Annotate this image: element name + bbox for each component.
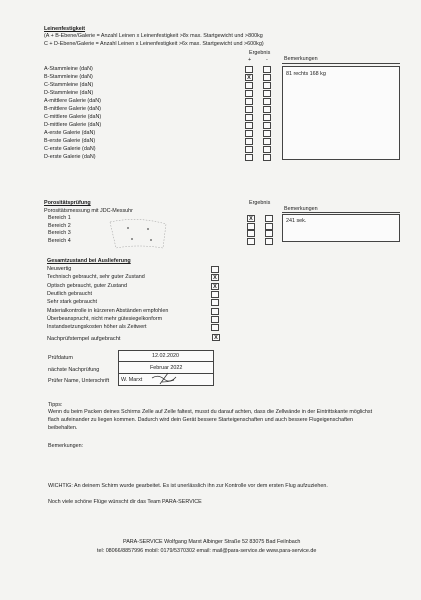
line-strength-plus-checkbox[interactable]	[245, 130, 253, 137]
condition-row-label: Instandsetzungskosten höher als Zeitwert	[47, 324, 147, 331]
porosity-row-label: Bereich 2	[48, 222, 71, 229]
porosity-remark-text: 241 sek.	[286, 218, 307, 224]
line-strength-minus-checkbox[interactable]	[263, 122, 271, 129]
line-strength-formula-ab: (A + B-Ebene/Galerie = Anzahl Leinen x Leinenfestigkeit >8x max. Startgewicht und >800kg	[44, 33, 263, 39]
condition-row-label: Neuwertig	[47, 266, 72, 272]
line-strength-minus-checkbox[interactable]	[263, 90, 271, 97]
line-strength-row-label: D-erste Galerie (daN)	[44, 154, 96, 160]
line-strength-plus-checkbox[interactable]	[245, 146, 253, 153]
line-strength-plus-checkbox[interactable]	[245, 66, 253, 73]
line-strength-minus-checkbox[interactable]	[263, 98, 271, 105]
warning-text: WICHTIG: An deinem Schirm wurde gearbeitet. Es ist unerlässlich ihn zur Kontrolle vor dem ersten Flug aufzuziehen.	[48, 483, 328, 489]
condition-title: Gesamtzustand bei Auslieferung	[47, 258, 131, 264]
remarks-underline	[282, 63, 400, 64]
next-inspection-label: nächste Nachprüfung	[48, 367, 100, 373]
line-strength-minus-checkbox[interactable]	[263, 146, 271, 153]
line-strength-minus-checkbox[interactable]	[263, 138, 271, 145]
porosity-plus-checkbox[interactable]	[247, 230, 255, 237]
line-strength-plus-checkbox[interactable]	[245, 122, 253, 129]
line-strength-plus-checkbox[interactable]	[245, 138, 253, 145]
condition-row-label: Technisch gebraucht, sehr guter Zustand	[47, 274, 145, 281]
inspection-date-label: Prüfdatum	[48, 355, 73, 361]
line-strength-plus-checkbox[interactable]	[245, 90, 253, 97]
condition-row-label: Optisch gebraucht, guter Zustand	[47, 282, 128, 289]
line-strength-row-label: A-Stammleine (daN)	[44, 66, 93, 72]
line-strength-plus-checkbox[interactable]	[245, 82, 253, 89]
condition-row-label: Sehr stark gebraucht	[47, 299, 98, 306]
porosity-minus-checkbox[interactable]	[265, 223, 273, 230]
line-strength-plus-checkbox[interactable]	[245, 98, 253, 105]
line-strength-row-label: D-mittlere Galerie (daN)	[44, 122, 102, 128]
line-strength-row-label: D-Stammleine (daN)	[44, 90, 94, 96]
tips-text-3: beibehalten.	[48, 425, 78, 431]
condition-row-label: Überbeansprucht, nicht mehr gütesiegelkonform	[47, 315, 163, 322]
porosity-plus-checkbox[interactable]	[247, 223, 255, 230]
line-strength-minus-checkbox[interactable]	[263, 82, 271, 89]
condition-checkbox[interactable]	[211, 316, 219, 323]
tips-title: Tipps:	[48, 402, 63, 408]
inspector-label: Prüfer Name, Unterschrift	[48, 378, 110, 384]
line-strength-minus-checkbox[interactable]	[263, 114, 271, 121]
minus-header: -	[266, 57, 268, 63]
farewell-text: Noch viele schöne Flüge wünscht dir das Team PARA-SERVICE	[48, 499, 202, 505]
footer-address: PARA-SERVICE Wolfgang Marxt Albinger Straße 52 83075 Bad Feilnbach	[123, 539, 301, 545]
line-strength-row-label: B-Stammleine (daN)	[44, 74, 93, 80]
condition-checkbox[interactable]	[211, 308, 219, 315]
line-strength-row-label: C-Stammleine (daN)	[44, 82, 94, 88]
line-strength-plus-checkbox[interactable]: X	[245, 74, 253, 81]
porosity-minus-checkbox[interactable]	[265, 215, 273, 222]
porosity-title: Porositätsprüfung	[44, 200, 91, 206]
condition-row-label: Deutlich gebraucht	[47, 290, 92, 297]
porosity-row-label: Bereich 3	[48, 230, 71, 236]
condition-row-label: Materialkontrolle in kürzeren Abständen empfohlen	[47, 307, 169, 314]
stamp-checkbox[interactable]: X	[212, 334, 220, 341]
line-strength-minus-checkbox[interactable]	[263, 74, 271, 81]
line-strength-row-label: A-erste Galerie (daN)	[44, 130, 96, 136]
condition-checkbox[interactable]	[211, 291, 219, 298]
porosity-row-label: Bereich 4	[48, 237, 71, 244]
line-strength-remarks-box[interactable]	[282, 66, 400, 160]
condition-checkbox[interactable]: X	[211, 283, 219, 290]
line-strength-row-label: B-mittlere Galerie (daN)	[44, 106, 101, 112]
stamp-label: Nachprüfstempel aufgebracht	[47, 336, 121, 342]
line-strength-title: Leinenfestigkeit	[44, 26, 86, 32]
line-strength-plus-checkbox[interactable]	[245, 106, 253, 113]
tips-text-2: flach aufeinander zu liegen kommen. Dadurch wird dein Gerät bessere Starteigenschaften und auch bessere Flugeigenschaften	[48, 417, 354, 423]
line-strength-minus-checkbox[interactable]	[263, 154, 271, 161]
porosity-ergebnis-label: Ergebnis	[249, 200, 271, 206]
line-strength-ergebnis-label: Ergebnis	[249, 50, 271, 56]
next-inspection-value[interactable]: Februar 2022	[150, 365, 183, 371]
line-strength-row-label: C-erste Galerie (daN)	[44, 146, 96, 152]
inspector-name-value[interactable]: W. Marxt	[121, 377, 143, 383]
tips-text-1: Wenn du beim Packen deines Schirms Zelle auf Zelle faltest, musst du darauf achten, dass die Zellwände in der Eintrittskante möglichst	[48, 409, 373, 415]
line-strength-plus-checkbox[interactable]	[245, 154, 253, 161]
porosity-remarks-underline	[282, 212, 400, 213]
inspection-divider-1	[118, 361, 214, 362]
signature	[150, 370, 180, 388]
porosity-plus-checkbox[interactable]	[247, 238, 255, 245]
line-strength-row-label: C-mittlere Galerie (daN)	[44, 114, 102, 120]
line-strength-plus-checkbox[interactable]	[245, 114, 253, 121]
inspection-date-value[interactable]: 12.02.2020	[152, 353, 179, 359]
porosity-remarks-label: Bemerkungen	[284, 206, 318, 212]
line-strength-minus-checkbox[interactable]	[263, 66, 271, 73]
porosity-plus-checkbox[interactable]: X	[247, 215, 255, 222]
condition-checkbox[interactable]	[211, 299, 219, 306]
porosity-minus-checkbox[interactable]	[265, 230, 273, 237]
porosity-remarks-box[interactable]	[282, 214, 400, 242]
condition-checkbox[interactable]	[211, 266, 219, 273]
condition-checkbox[interactable]	[211, 324, 219, 331]
porosity-subtitle: Porositätsmessung mit JDC-Messuhr	[44, 208, 133, 214]
line-strength-formula-cd: C + D-Ebene/Galerie = Anzahl Leinen x Leinenfestigkeit >6x max. Startgewicht und >600kg)	[44, 41, 264, 47]
footer-contact: tel: 08066/8857996 mobil: 0179/5370302 email: mail@para-service.de www.para-service.de	[97, 548, 317, 554]
line-strength-remarks-label: Bemerkungen	[284, 56, 318, 62]
porosity-row-label: Bereich 1	[48, 215, 71, 221]
glider-sketch	[108, 214, 168, 252]
condition-checkbox[interactable]: X	[211, 274, 219, 281]
plus-header: +	[248, 57, 252, 63]
porosity-minus-checkbox[interactable]	[265, 238, 273, 245]
line-strength-remark-text: 81 rechts 168 kg	[286, 71, 326, 77]
line-strength-minus-checkbox[interactable]	[263, 106, 271, 113]
line-strength-minus-checkbox[interactable]	[263, 130, 271, 137]
line-strength-row-label: B-erste Galerie (daN)	[44, 138, 96, 144]
line-strength-row-label: A-mittlere Galerie (daN)	[44, 98, 101, 104]
remarks-label: Bemerkungen:	[48, 443, 84, 449]
